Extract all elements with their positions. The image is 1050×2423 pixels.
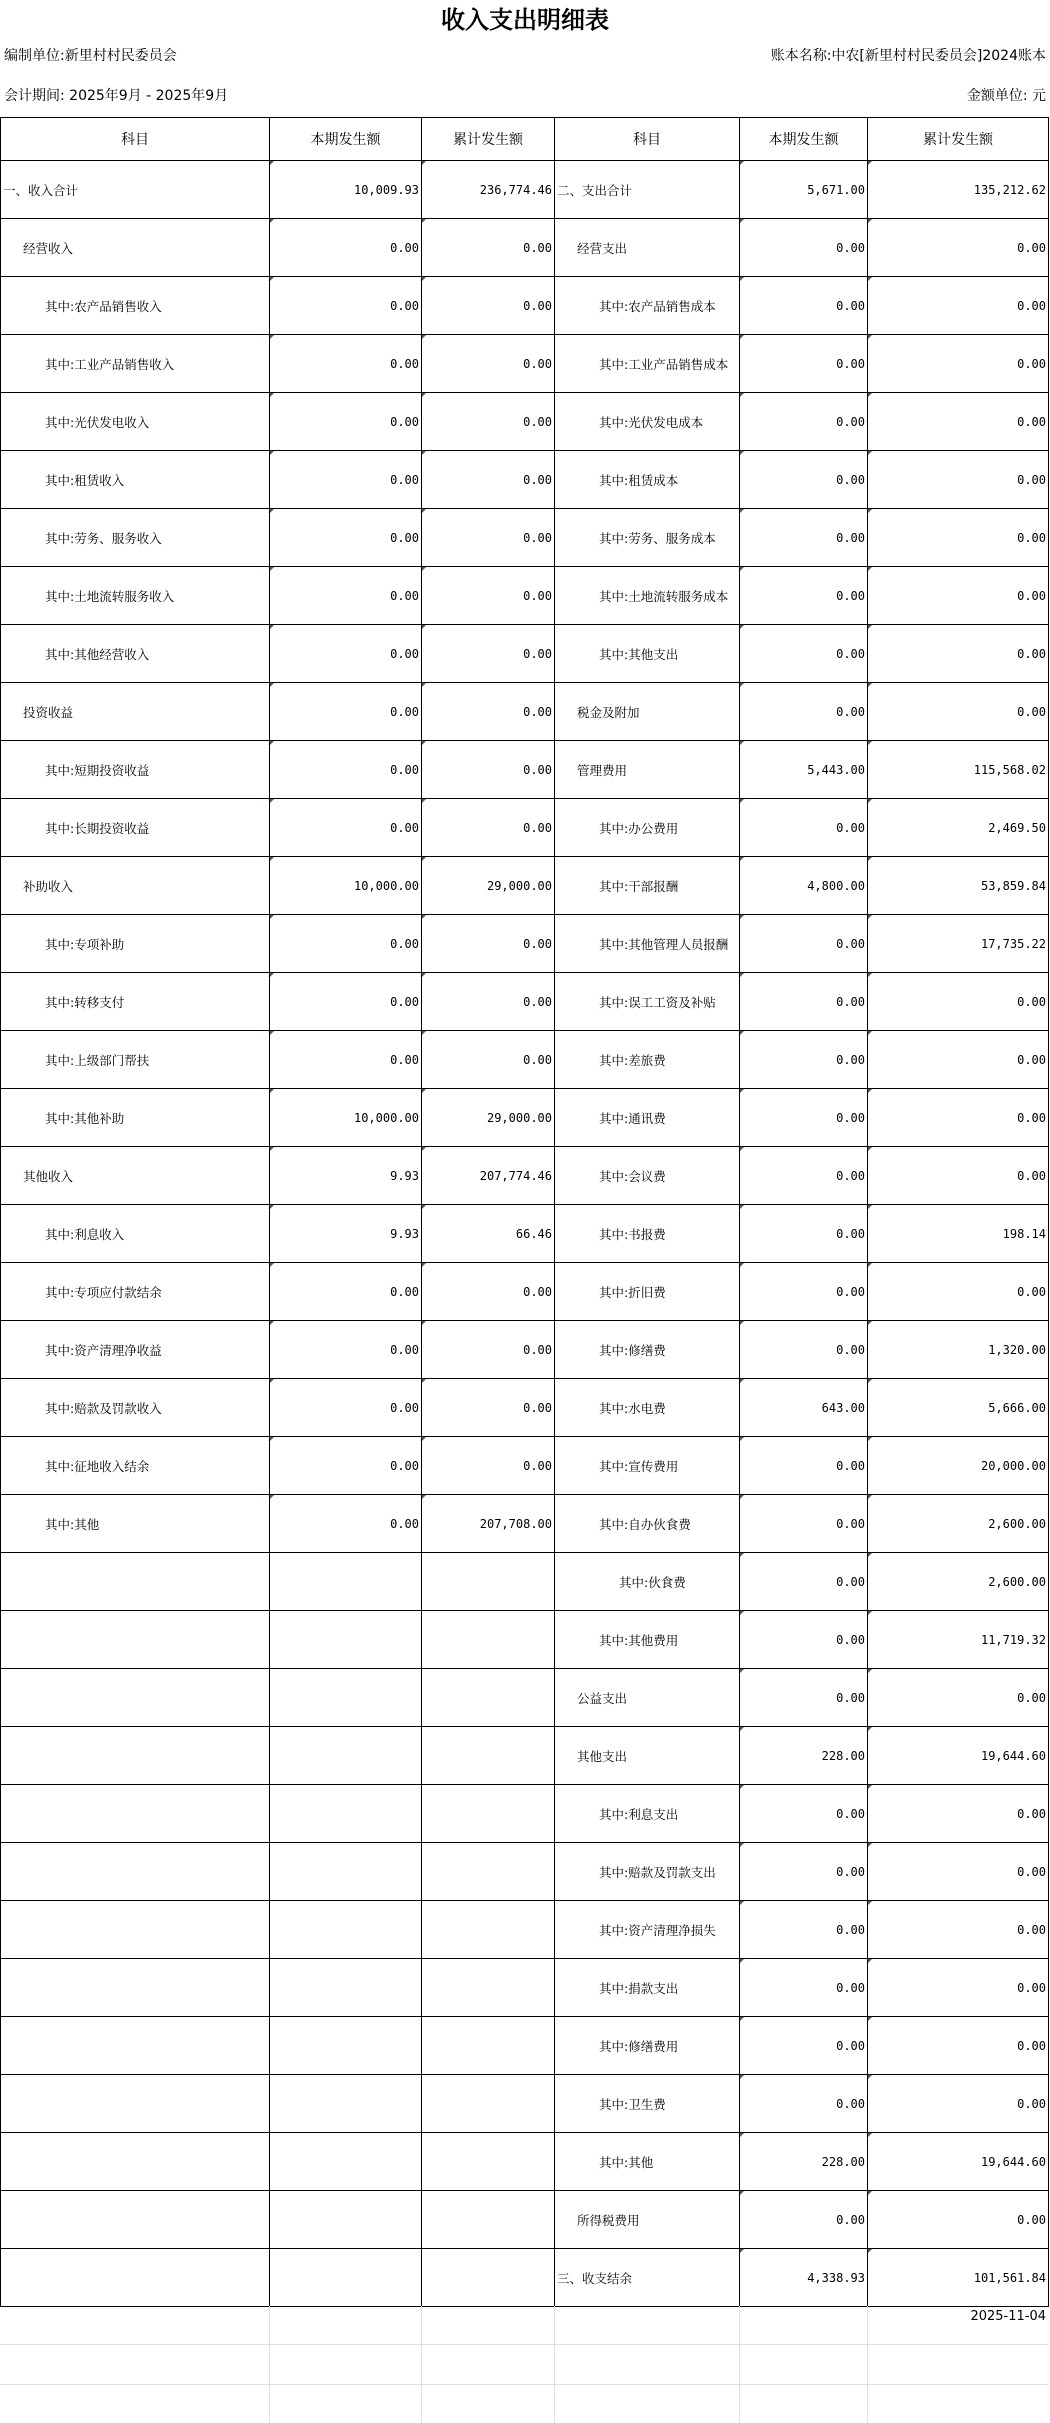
- expense-cumulative-cell: 0.00: [868, 1147, 1049, 1205]
- expense-account-cell: 其中:赔款及罚款支出: [555, 1843, 740, 1901]
- header-income-account: 科目: [1, 118, 270, 161]
- table-row: [1, 799, 1049, 857]
- expense-account-cell: 公益支出: [555, 1669, 740, 1727]
- income-cumulative-cell: 0.00: [422, 451, 555, 509]
- income-account-cell: [1, 1843, 270, 1901]
- income-current-cell: 0.00: [270, 219, 422, 277]
- income-current-cell: 0.00: [270, 451, 422, 509]
- income-account-cell: 其中:利息收入: [1, 1205, 270, 1263]
- expense-account-cell: 其中:修缮费: [555, 1321, 740, 1379]
- expense-cumulative-cell: 0.00: [868, 2017, 1049, 2075]
- income-current-cell: [270, 2191, 422, 2249]
- income-current-cell: 0.00: [270, 567, 422, 625]
- income-cumulative-cell: 29,000.00: [422, 857, 555, 915]
- income-current-cell: [270, 1553, 422, 1611]
- income-account-cell: [1, 1727, 270, 1785]
- income-current-cell: 0.00: [270, 1263, 422, 1321]
- income-current-cell: 0.00: [270, 799, 422, 857]
- expense-account-cell: 其中:水电费: [555, 1379, 740, 1437]
- expense-current-cell: 0.00: [740, 277, 868, 335]
- expense-cumulative-cell: 0.00: [868, 451, 1049, 509]
- expense-current-cell: 228.00: [740, 1727, 868, 1785]
- table-row: [1, 2075, 1049, 2133]
- compiling-unit: 编制单位:新里村村民委员会: [4, 48, 177, 64]
- income-account-cell: [1, 1669, 270, 1727]
- expense-cumulative-cell: 17,735.22: [868, 915, 1049, 973]
- table-row: [1, 219, 1049, 277]
- expense-cumulative-cell: 101,561.84: [868, 2249, 1049, 2307]
- income-account-cell: 其中:其他: [1, 1495, 270, 1553]
- expense-current-cell: 0.00: [740, 1031, 868, 1089]
- table-row: [1, 2191, 1049, 2249]
- income-account-cell: 其中:其他经营收入: [1, 625, 270, 683]
- table-row: [1, 1553, 1049, 1611]
- expense-account-cell: 其中:办公费用: [555, 799, 740, 857]
- table-row: [1, 1785, 1049, 1843]
- income-current-cell: 0.00: [270, 1031, 422, 1089]
- income-current-cell: 0.00: [270, 509, 422, 567]
- income-cumulative-cell: [422, 2191, 555, 2249]
- income-cumulative-cell: 0.00: [422, 741, 555, 799]
- expense-current-cell: 0.00: [740, 1147, 868, 1205]
- expense-current-cell: 0.00: [740, 1437, 868, 1495]
- income-current-cell: [270, 1785, 422, 1843]
- table-row: [1, 1031, 1049, 1089]
- income-cumulative-cell: [422, 1611, 555, 1669]
- income-account-cell: 其中:上级部门帮扶: [1, 1031, 270, 1089]
- expense-cumulative-cell: 0.00: [868, 973, 1049, 1031]
- expense-cumulative-cell: 2,600.00: [868, 1495, 1049, 1553]
- expense-account-cell: 其中:劳务、服务成本: [555, 509, 740, 567]
- expense-current-cell: 0.00: [740, 1785, 868, 1843]
- income-account-cell: [1, 1901, 270, 1959]
- expense-account-cell: 其中:自办伙食费: [555, 1495, 740, 1553]
- table-header-row: [1, 118, 1049, 161]
- income-cumulative-cell: 0.00: [422, 509, 555, 567]
- income-account-cell: 其中:赔款及罚款收入: [1, 1379, 270, 1437]
- expense-account-cell: 管理费用: [555, 741, 740, 799]
- income-cumulative-cell: 0.00: [422, 973, 555, 1031]
- currency-unit: 金额单位: 元: [966, 88, 1046, 104]
- income-cumulative-cell: 0.00: [422, 335, 555, 393]
- income-current-cell: 10,000.00: [270, 1089, 422, 1147]
- table-row: [1, 393, 1049, 451]
- table-row: [1, 567, 1049, 625]
- income-cumulative-cell: 0.00: [422, 567, 555, 625]
- header-income-current: 本期发生额: [270, 118, 422, 161]
- income-current-cell: [270, 2133, 422, 2191]
- expense-account-cell: 其中:其他: [555, 2133, 740, 2191]
- footer-grid: [0, 2306, 1048, 2423]
- table-row: [1, 1901, 1049, 1959]
- expense-current-cell: 0.00: [740, 1089, 868, 1147]
- income-cumulative-cell: 207,708.00: [422, 1495, 555, 1553]
- expense-current-cell: 0.00: [740, 567, 868, 625]
- income-current-cell: 0.00: [270, 915, 422, 973]
- income-current-cell: [270, 1901, 422, 1959]
- expense-current-cell: 0.00: [740, 683, 868, 741]
- expense-cumulative-cell: 0.00: [868, 1089, 1049, 1147]
- income-current-cell: 0.00: [270, 1321, 422, 1379]
- expense-cumulative-cell: 19,644.60: [868, 1727, 1049, 1785]
- expense-cumulative-cell: 0.00: [868, 1901, 1049, 1959]
- expense-current-cell: 0.00: [740, 2017, 868, 2075]
- expense-cumulative-cell: 11,719.32: [868, 1611, 1049, 1669]
- income-account-cell: 其中:专项应付款结余: [1, 1263, 270, 1321]
- table-row: [1, 1263, 1049, 1321]
- expense-cumulative-cell: 0.00: [868, 1843, 1049, 1901]
- income-current-cell: 0.00: [270, 335, 422, 393]
- table-row: [1, 683, 1049, 741]
- income-account-cell: [1, 2075, 270, 2133]
- accounting-period: 会计期间: 2025年9月 - 2025年9月: [4, 88, 229, 104]
- income-cumulative-cell: 0.00: [422, 1321, 555, 1379]
- income-account-cell: [1, 1611, 270, 1669]
- table-body: [1, 161, 1049, 2307]
- expense-current-cell: 0.00: [740, 1553, 868, 1611]
- header-expense-cumulative: 累计发生额: [868, 118, 1049, 161]
- expense-current-cell: 0.00: [740, 1321, 868, 1379]
- income-cumulative-cell: [422, 1727, 555, 1785]
- income-current-cell: [270, 1611, 422, 1669]
- income-cumulative-cell: 0.00: [422, 799, 555, 857]
- expense-cumulative-cell: 0.00: [868, 1263, 1049, 1321]
- table-row: [1, 335, 1049, 393]
- table-row: [1, 2133, 1049, 2191]
- income-current-cell: 0.00: [270, 683, 422, 741]
- expense-cumulative-cell: 0.00: [868, 1959, 1049, 2017]
- income-cumulative-cell: [422, 1959, 555, 2017]
- header-expense-account: 科目: [555, 118, 740, 161]
- expense-account-cell: 税金及附加: [555, 683, 740, 741]
- table-row: [1, 2249, 1049, 2307]
- table-row: [1, 857, 1049, 915]
- expense-account-cell: 其中:光伏发电成本: [555, 393, 740, 451]
- income-cumulative-cell: [422, 1843, 555, 1901]
- expense-account-cell: 其中:会议费: [555, 1147, 740, 1205]
- income-account-cell: 其中:租赁收入: [1, 451, 270, 509]
- income-cumulative-cell: [422, 1553, 555, 1611]
- expense-current-cell: 0.00: [740, 1205, 868, 1263]
- expense-cumulative-cell: 0.00: [868, 1785, 1049, 1843]
- expense-account-cell: 其中:差旅费: [555, 1031, 740, 1089]
- expense-account-cell: 其中:租赁成本: [555, 451, 740, 509]
- expense-account-cell: 其中:书报费: [555, 1205, 740, 1263]
- expense-cumulative-cell: 0.00: [868, 277, 1049, 335]
- income-current-cell: 10,000.00: [270, 857, 422, 915]
- expense-current-cell: 643.00: [740, 1379, 868, 1437]
- income-account-cell: [1, 2249, 270, 2307]
- income-account-cell: 其中:劳务、服务收入: [1, 509, 270, 567]
- income-current-cell: [270, 1959, 422, 2017]
- income-account-cell: 投资收益: [1, 683, 270, 741]
- header-income-cumulative: 累计发生额: [422, 118, 555, 161]
- expense-account-cell: 其中:其他费用: [555, 1611, 740, 1669]
- expense-cumulative-cell: 0.00: [868, 2191, 1049, 2249]
- income-account-cell: 其中:征地收入结余: [1, 1437, 270, 1495]
- income-cumulative-cell: 0.00: [422, 915, 555, 973]
- expense-cumulative-cell: 135,212.62: [868, 161, 1049, 219]
- income-current-cell: [270, 1843, 422, 1901]
- income-expense-table: [0, 117, 1049, 2307]
- table-row: [1, 1205, 1049, 1263]
- expense-account-cell: 其中:干部报酬: [555, 857, 740, 915]
- table-row: [1, 1321, 1049, 1379]
- expense-cumulative-cell: 2,469.50: [868, 799, 1049, 857]
- income-current-cell: 0.00: [270, 625, 422, 683]
- income-cumulative-cell: 0.00: [422, 277, 555, 335]
- expense-cumulative-cell: 198.14: [868, 1205, 1049, 1263]
- expense-account-cell: 其中:误工工资及补贴: [555, 973, 740, 1031]
- income-current-cell: 9.93: [270, 1205, 422, 1263]
- expense-current-cell: 0.00: [740, 2075, 868, 2133]
- expense-account-cell: 其中:利息支出: [555, 1785, 740, 1843]
- income-account-cell: 其中:其他补助: [1, 1089, 270, 1147]
- expense-account-cell: 其他支出: [555, 1727, 740, 1785]
- income-cumulative-cell: [422, 2133, 555, 2191]
- expense-cumulative-cell: 20,000.00: [868, 1437, 1049, 1495]
- expense-account-cell: 其中:农产品销售成本: [555, 277, 740, 335]
- income-account-cell: 一、收入合计: [1, 161, 270, 219]
- table-row: [1, 161, 1049, 219]
- income-cumulative-cell: 0.00: [422, 1031, 555, 1089]
- table-row: [1, 973, 1049, 1031]
- expense-current-cell: 0.00: [740, 799, 868, 857]
- expense-current-cell: 0.00: [740, 973, 868, 1031]
- income-cumulative-cell: 0.00: [422, 393, 555, 451]
- expense-account-cell: 其中:资产清理净损失: [555, 1901, 740, 1959]
- expense-current-cell: 4,338.93: [740, 2249, 868, 2307]
- table-row: [1, 1089, 1049, 1147]
- expense-current-cell: 228.00: [740, 2133, 868, 2191]
- income-current-cell: [270, 1727, 422, 1785]
- expense-cumulative-cell: 0.00: [868, 683, 1049, 741]
- table-row: [1, 625, 1049, 683]
- income-account-cell: 其中:工业产品销售收入: [1, 335, 270, 393]
- expense-current-cell: 0.00: [740, 335, 868, 393]
- income-current-cell: 0.00: [270, 1379, 422, 1437]
- income-account-cell: [1, 2017, 270, 2075]
- income-cumulative-cell: 0.00: [422, 625, 555, 683]
- income-cumulative-cell: 0.00: [422, 1379, 555, 1437]
- income-account-cell: 其中:长期投资收益: [1, 799, 270, 857]
- income-current-cell: [270, 2017, 422, 2075]
- table-row: [1, 1843, 1049, 1901]
- income-cumulative-cell: [422, 2249, 555, 2307]
- expense-account-cell: 其中:伙食费: [555, 1553, 740, 1611]
- expense-account-cell: 其中:通讯费: [555, 1089, 740, 1147]
- income-account-cell: [1, 1553, 270, 1611]
- expense-current-cell: 0.00: [740, 509, 868, 567]
- income-account-cell: 其中:农产品销售收入: [1, 277, 270, 335]
- income-account-cell: [1, 2191, 270, 2249]
- report-title: 收入支出明细表: [441, 6, 609, 34]
- income-current-cell: 0.00: [270, 1495, 422, 1553]
- income-account-cell: 其中:资产清理净收益: [1, 1321, 270, 1379]
- income-account-cell: 其中:专项补助: [1, 915, 270, 973]
- expense-account-cell: 其中:捐款支出: [555, 1959, 740, 2017]
- expense-cumulative-cell: 0.00: [868, 509, 1049, 567]
- expense-current-cell: 4,800.00: [740, 857, 868, 915]
- income-account-cell: 经营收入: [1, 219, 270, 277]
- income-account-cell: 补助收入: [1, 857, 270, 915]
- expense-account-cell: 其中:其他支出: [555, 625, 740, 683]
- expense-current-cell: 0.00: [740, 1495, 868, 1553]
- income-current-cell: [270, 1669, 422, 1727]
- expense-cumulative-cell: 2,600.00: [868, 1553, 1049, 1611]
- income-cumulative-cell: [422, 2075, 555, 2133]
- income-cumulative-cell: 236,774.46: [422, 161, 555, 219]
- income-account-cell: 其中:短期投资收益: [1, 741, 270, 799]
- income-current-cell: 0.00: [270, 1437, 422, 1495]
- print-date: 2025-11-04: [970, 2309, 1046, 2324]
- income-cumulative-cell: 0.00: [422, 1263, 555, 1321]
- table-row: [1, 277, 1049, 335]
- income-account-cell: [1, 1959, 270, 2017]
- income-current-cell: 0.00: [270, 973, 422, 1031]
- table-row: [1, 1959, 1049, 2017]
- expense-current-cell: 0.00: [740, 2191, 868, 2249]
- income-account-cell: 其他收入: [1, 1147, 270, 1205]
- expense-current-cell: 0.00: [740, 393, 868, 451]
- account-book-name: 账本名称:中农[新里村村民委员会]2024账本: [770, 48, 1046, 64]
- expense-cumulative-cell: 0.00: [868, 1031, 1049, 1089]
- expense-cumulative-cell: 0.00: [868, 1669, 1049, 1727]
- table-row: [1, 1147, 1049, 1205]
- income-cumulative-cell: 0.00: [422, 219, 555, 277]
- expense-account-cell: 二、支出合计: [555, 161, 740, 219]
- expense-cumulative-cell: 5,666.00: [868, 1379, 1049, 1437]
- expense-account-cell: 其中:修缮费用: [555, 2017, 740, 2075]
- income-cumulative-cell: [422, 1669, 555, 1727]
- table-row: [1, 915, 1049, 973]
- income-current-cell: 0.00: [270, 393, 422, 451]
- table-row: [1, 2017, 1049, 2075]
- income-cumulative-cell: 66.46: [422, 1205, 555, 1263]
- expense-current-cell: 0.00: [740, 1843, 868, 1901]
- income-cumulative-cell: [422, 1901, 555, 1959]
- expense-current-cell: 0.00: [740, 1611, 868, 1669]
- expense-current-cell: 5,671.00: [740, 161, 868, 219]
- expense-account-cell: 所得税费用: [555, 2191, 740, 2249]
- income-cumulative-cell: 29,000.00: [422, 1089, 555, 1147]
- expense-cumulative-cell: 0.00: [868, 219, 1049, 277]
- expense-cumulative-cell: 0.00: [868, 335, 1049, 393]
- income-cumulative-cell: 0.00: [422, 1437, 555, 1495]
- expense-account-cell: 三、收支结余: [555, 2249, 740, 2307]
- expense-account-cell: 其中:宣传费用: [555, 1437, 740, 1495]
- income-account-cell: [1, 1785, 270, 1843]
- expense-account-cell: 其中:土地流转服务成本: [555, 567, 740, 625]
- income-current-cell: 9.93: [270, 1147, 422, 1205]
- expense-account-cell: 其中:其他管理人员报酬: [555, 915, 740, 973]
- table-row: [1, 1379, 1049, 1437]
- income-account-cell: [1, 2133, 270, 2191]
- income-account-cell: 其中:光伏发电收入: [1, 393, 270, 451]
- income-cumulative-cell: 0.00: [422, 683, 555, 741]
- expense-current-cell: 0.00: [740, 451, 868, 509]
- table-row: [1, 1669, 1049, 1727]
- income-current-cell: [270, 2249, 422, 2307]
- expense-current-cell: 0.00: [740, 1263, 868, 1321]
- expense-current-cell: 0.00: [740, 1669, 868, 1727]
- table-row: [1, 1727, 1049, 1785]
- expense-cumulative-cell: 0.00: [868, 567, 1049, 625]
- table-row: [1, 451, 1049, 509]
- income-cumulative-cell: [422, 1785, 555, 1843]
- expense-current-cell: 0.00: [740, 915, 868, 973]
- income-current-cell: 0.00: [270, 277, 422, 335]
- income-account-cell: 其中:土地流转服务收入: [1, 567, 270, 625]
- table-row: [1, 509, 1049, 567]
- expense-cumulative-cell: 0.00: [868, 393, 1049, 451]
- expense-cumulative-cell: 115,568.02: [868, 741, 1049, 799]
- expense-current-cell: 0.00: [740, 1901, 868, 1959]
- expense-current-cell: 0.00: [740, 625, 868, 683]
- expense-cumulative-cell: 19,644.60: [868, 2133, 1049, 2191]
- income-cumulative-cell: 207,774.46: [422, 1147, 555, 1205]
- income-current-cell: [270, 2075, 422, 2133]
- expense-account-cell: 其中:折旧费: [555, 1263, 740, 1321]
- table-row: [1, 1437, 1049, 1495]
- expense-cumulative-cell: 0.00: [868, 625, 1049, 683]
- table-row: [1, 1611, 1049, 1669]
- expense-cumulative-cell: 0.00: [868, 2075, 1049, 2133]
- income-cumulative-cell: [422, 2017, 555, 2075]
- expense-cumulative-cell: 1,320.00: [868, 1321, 1049, 1379]
- expense-current-cell: 5,443.00: [740, 741, 868, 799]
- income-account-cell: 其中:转移支付: [1, 973, 270, 1031]
- expense-account-cell: 其中:工业产品销售成本: [555, 335, 740, 393]
- expense-current-cell: 0.00: [740, 1959, 868, 2017]
- header-expense-current: 本期发生额: [740, 118, 868, 161]
- table-row: [1, 1495, 1049, 1553]
- expense-account-cell: 经营支出: [555, 219, 740, 277]
- expense-account-cell: 其中:卫生费: [555, 2075, 740, 2133]
- expense-cumulative-cell: 53,859.84: [868, 857, 1049, 915]
- table-row: [1, 741, 1049, 799]
- income-current-cell: 10,009.93: [270, 161, 422, 219]
- income-current-cell: 0.00: [270, 741, 422, 799]
- expense-current-cell: 0.00: [740, 219, 868, 277]
